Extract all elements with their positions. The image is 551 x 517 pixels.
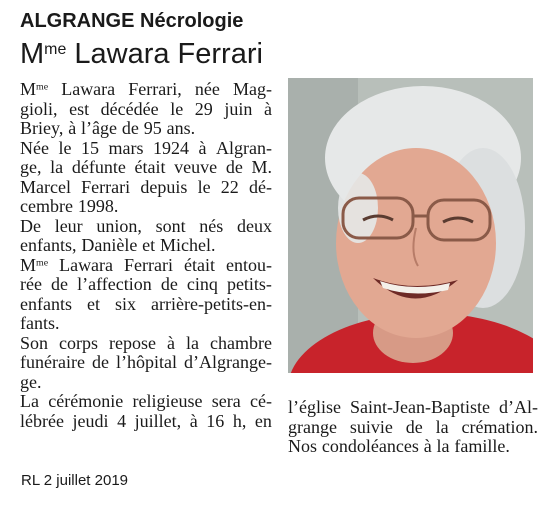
kicker xyxy=(20,8,243,34)
word: le xyxy=(170,98,184,119)
text-line xyxy=(20,373,272,393)
text-line xyxy=(20,139,272,159)
text-line xyxy=(20,275,272,295)
text-line xyxy=(20,119,272,139)
word: petits- xyxy=(226,274,272,294)
word: six xyxy=(115,293,137,314)
word: la xyxy=(436,436,450,456)
word: 15 xyxy=(80,137,99,158)
word: 95 xyxy=(143,118,162,138)
word: Michel. xyxy=(160,235,216,255)
word: deux xyxy=(236,215,272,236)
word: d’Al- xyxy=(498,397,538,417)
word: h, xyxy=(232,410,247,431)
word: cinq xyxy=(186,274,218,294)
word: grange xyxy=(288,416,337,437)
word: ans. xyxy=(166,118,196,138)
word: 1998. xyxy=(77,196,119,216)
text-line xyxy=(288,398,538,418)
word: la xyxy=(435,416,449,437)
kicker-rubric: Nécrologie xyxy=(140,10,244,32)
word: et xyxy=(87,293,100,314)
word: Nos xyxy=(288,436,318,456)
word: Lawara xyxy=(61,79,116,99)
word: à xyxy=(189,410,198,431)
word: sera xyxy=(211,391,241,411)
word: ge, xyxy=(20,157,42,177)
word: l’âge xyxy=(81,118,118,138)
word: à xyxy=(263,98,272,119)
word: 1924 xyxy=(152,137,189,158)
headline-prefix-sup: me xyxy=(44,41,67,59)
word: est xyxy=(69,98,90,119)
word: Briey, xyxy=(20,118,64,138)
text-line xyxy=(20,295,272,315)
word: crémation. xyxy=(461,416,538,437)
text-line xyxy=(20,412,272,432)
word: 22 xyxy=(220,176,239,197)
word: Algran- xyxy=(215,137,272,158)
text-line xyxy=(288,437,538,457)
word: de xyxy=(51,274,69,294)
word: famille. xyxy=(454,436,510,456)
word: cé- xyxy=(249,391,272,411)
word: décédée xyxy=(100,98,159,119)
word: enfants xyxy=(20,293,72,314)
word: 29 xyxy=(194,98,213,119)
word: Ferrari, xyxy=(128,79,182,99)
text-line xyxy=(20,158,272,178)
word: Marcel xyxy=(20,176,71,197)
kicker-city: ALGRANGE xyxy=(20,10,135,32)
word: lébrée xyxy=(20,410,64,431)
word: Saint-Jean-Baptiste xyxy=(350,397,490,417)
text-line xyxy=(20,334,272,354)
word: De xyxy=(20,215,41,236)
word: Danièle xyxy=(81,235,138,255)
source-line: RL 2 juillet 2019 xyxy=(21,472,129,489)
word: défunte xyxy=(71,157,126,177)
word: de xyxy=(405,416,423,437)
word: le xyxy=(58,137,72,158)
word: leur xyxy=(54,215,83,236)
word: la xyxy=(186,332,199,353)
word: Ferrari xyxy=(124,254,174,275)
word: depuis xyxy=(140,176,188,197)
word: M. xyxy=(251,157,272,177)
word: Mag- xyxy=(232,79,272,99)
word: Son xyxy=(20,332,49,353)
word: de xyxy=(225,157,243,177)
word: à xyxy=(423,436,432,456)
word: gioli, xyxy=(20,98,58,119)
text-line xyxy=(20,353,272,373)
word: suivie xyxy=(349,416,393,437)
text-line xyxy=(20,100,272,120)
word: 4 xyxy=(117,410,127,431)
word: à xyxy=(68,118,77,138)
word: juin xyxy=(224,98,253,119)
word: rée xyxy=(20,274,42,294)
text-line xyxy=(20,314,272,334)
word: veuve xyxy=(174,157,218,177)
word: à xyxy=(198,137,207,158)
text-line xyxy=(20,392,272,412)
word: union, xyxy=(96,215,142,236)
word: enfants, xyxy=(20,235,77,255)
word: cérémonie xyxy=(48,391,124,411)
word: cembre xyxy=(20,196,73,216)
word: ge. xyxy=(20,371,42,392)
word: 16 xyxy=(206,410,225,431)
word: de xyxy=(91,352,109,372)
word: de xyxy=(121,118,139,138)
text-line xyxy=(20,256,272,276)
word: corps xyxy=(59,332,99,353)
word: $M^{me}$ xyxy=(20,254,49,275)
word: le xyxy=(197,176,211,197)
word: repose xyxy=(109,332,156,353)
word: $M^{me}$ xyxy=(20,79,49,99)
word: fants. xyxy=(20,313,60,333)
word: à xyxy=(167,332,175,353)
word: jeudi xyxy=(72,410,109,431)
word: était xyxy=(184,254,215,275)
word: la xyxy=(50,157,64,177)
headline-name: Lawara Ferrari xyxy=(74,38,263,70)
portrait-photo xyxy=(288,78,533,373)
text-line xyxy=(288,418,538,438)
text-line xyxy=(20,236,272,256)
word: arrière-petits-en- xyxy=(151,293,272,314)
word: condoléances xyxy=(321,436,419,456)
word: et xyxy=(142,235,156,255)
text-line xyxy=(20,178,272,198)
article-body-left xyxy=(20,80,272,431)
word: de xyxy=(160,274,178,294)
word: sont xyxy=(155,215,186,236)
word: religieuse xyxy=(132,391,203,411)
word: entou- xyxy=(225,254,272,275)
word: était xyxy=(134,157,166,177)
word: funéraire xyxy=(20,352,85,372)
portrait-illustration xyxy=(288,78,533,373)
word: juillet, xyxy=(134,410,182,431)
word: en xyxy=(254,410,272,431)
word: Ferrari xyxy=(81,176,131,197)
word: née xyxy=(194,79,220,99)
word: dé- xyxy=(248,176,272,197)
text-line xyxy=(20,197,272,217)
text-line xyxy=(20,217,272,237)
word: nés xyxy=(199,215,224,236)
word: La xyxy=(20,391,39,411)
word: l’hôpital xyxy=(115,352,177,372)
word: chambre xyxy=(210,332,272,353)
word: mars xyxy=(108,137,144,158)
text-line xyxy=(20,80,272,100)
article-body-right xyxy=(288,398,538,457)
word: l’affection xyxy=(77,274,152,294)
headline-prefix: M xyxy=(20,38,45,70)
word: Née xyxy=(20,137,49,158)
article-headline xyxy=(20,36,263,72)
word: d’Algrange- xyxy=(184,352,272,372)
word: Lawara xyxy=(59,254,114,275)
word: l’église xyxy=(288,397,341,417)
